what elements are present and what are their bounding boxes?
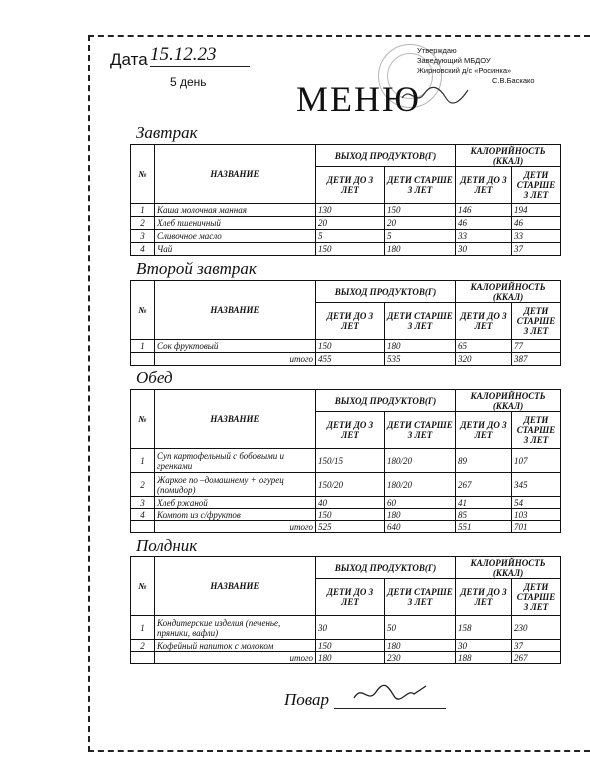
cell-cal-over3: 194 (512, 204, 561, 217)
cell-name: Чай (155, 243, 316, 256)
total-cal-under3: 551 (456, 521, 512, 533)
cell-out-under3: 30 (316, 616, 385, 640)
col-header-under3: ДЕТИ ДО 3 ЛЕТ (316, 303, 385, 340)
col-header-under3: ДЕТИ ДО 3 ЛЕТ (316, 412, 385, 449)
col-header-name: НАЗВАНИЕ (155, 557, 316, 616)
col-header-calories: КАЛОРИЙНОСТЬ (ККАЛ) (456, 557, 561, 579)
table-row (131, 449, 561, 473)
cell-cal-over3: 107 (512, 449, 561, 473)
cell-cal-over3: 37 (512, 640, 561, 652)
date-label: Дата (110, 50, 148, 69)
total-out-under3: 525 (316, 521, 385, 533)
col-header-under3: ДЕТИ ДО 3 ЛЕТ (456, 412, 512, 449)
table-row (131, 204, 561, 217)
cell-num: 4 (131, 243, 155, 256)
cell-cal-under3: 146 (456, 204, 512, 217)
cell-name: Суп картофельный с бобовыми и гренками (155, 449, 316, 473)
total-row (131, 353, 561, 366)
col-header-under3: ДЕТИ ДО 3 ЛЕТ (456, 303, 512, 340)
cell-num: 3 (131, 497, 155, 509)
col-header-under3: ДЕТИ ДО 3 ЛЕТ (316, 579, 385, 616)
total-cal-over3: 267 (512, 652, 561, 664)
cell-num: 1 (131, 204, 155, 217)
col-header-under3: ДЕТИ ДО 3 ЛЕТ (456, 579, 512, 616)
cell-cal-over3: 37 (512, 243, 561, 256)
col-header-over3: ДЕТИ СТАРШЕ 3 ЛЕТ (512, 303, 561, 340)
table-row (131, 230, 561, 243)
cell-cal-under3: 85 (456, 509, 512, 521)
approval-line-2: Заведующий МБДОУ (417, 56, 491, 65)
col-header-over3: ДЕТИ СТАРШЕ 3 ЛЕТ (385, 579, 456, 616)
col-header-num: № (131, 390, 155, 449)
total-out-under3: 455 (316, 353, 385, 366)
col-header-over3: ДЕТИ СТАРШЕ 3 ЛЕТ (385, 412, 456, 449)
page-title: МЕНЮ (296, 79, 421, 119)
cell-cal-under3: 30 (456, 640, 512, 652)
cell-name: Жаркое по –домашнему + огурец (помидор) (155, 473, 316, 497)
col-header-name: НАЗВАНИЕ (155, 145, 316, 204)
cell-out-under3: 150 (316, 340, 385, 353)
col-header-under3: ДЕТИ ДО 3 ЛЕТ (456, 167, 512, 204)
cell-cal-under3: 89 (456, 449, 512, 473)
total-label: итого (155, 652, 316, 664)
cell-cal-over3: 345 (512, 473, 561, 497)
cell-out-over3: 180 (385, 509, 456, 521)
col-header-output: ВЫХОД ПРОДУКТОВ(Г) (316, 145, 456, 167)
cell-cal-over3: 46 (512, 217, 561, 230)
cell-num: 2 (131, 217, 155, 230)
cell-out-over3: 150 (385, 204, 456, 217)
total-out-over3: 640 (385, 521, 456, 533)
cell-cal-over3: 54 (512, 497, 561, 509)
cell-name: Кофейный напиток с молоком (155, 640, 316, 652)
col-header-num: № (131, 557, 155, 616)
col-header-output: ВЫХОД ПРОДУКТОВ(Г) (316, 390, 456, 412)
total-out-under3: 180 (316, 652, 385, 664)
snack-table (130, 556, 561, 664)
section-title-lunch: Обед (136, 368, 173, 387)
col-header-calories: КАЛОРИЙНОСТЬ (ККАЛ) (456, 390, 561, 412)
cell-num: 3 (131, 230, 155, 243)
table-row (131, 640, 561, 652)
cook-signature-icon (350, 680, 430, 706)
cook-label: Повар (284, 690, 330, 709)
cell-name: Хлеб ржаной (155, 497, 316, 509)
total-label: итого (155, 521, 316, 533)
cell-out-under3: 150/20 (316, 473, 385, 497)
cell-out-over3: 180/20 (385, 473, 456, 497)
cell-cal-under3: 41 (456, 497, 512, 509)
cell-out-under3: 150/15 (316, 449, 385, 473)
total-cal-over3: 701 (512, 521, 561, 533)
cell-name: Сливочное масло (155, 230, 316, 243)
cell-out-under3: 5 (316, 230, 385, 243)
approval-line-3: Жирновский д/с «Росинка» (417, 66, 512, 75)
col-header-output: ВЫХОД ПРОДУКТОВ(Г) (316, 281, 456, 303)
col-header-over3: ДЕТИ СТАРШЕ 3 ЛЕТ (385, 303, 456, 340)
cell-num: 1 (131, 340, 155, 353)
total-cal-over3: 387 (512, 353, 561, 366)
cell-cal-under3: 46 (456, 217, 512, 230)
cell-cal-under3: 65 (456, 340, 512, 353)
cell-out-over3: 60 (385, 497, 456, 509)
table-row (131, 473, 561, 497)
cell-name: Хлеб пшеничный (155, 217, 316, 230)
cell-cal-under3: 33 (456, 230, 512, 243)
cell-out-under3: 150 (316, 243, 385, 256)
cell-out-over3: 180 (385, 640, 456, 652)
col-header-calories: КАЛОРИЙНОСТЬ (ККАЛ) (456, 145, 561, 167)
col-header-name: НАЗВАНИЕ (155, 390, 316, 449)
table-row (131, 497, 561, 509)
cell-out-under3: 40 (316, 497, 385, 509)
cell-cal-over3: 230 (512, 616, 561, 640)
section-title-breakfast: Завтрак (136, 123, 198, 142)
cell-cal-over3: 33 (512, 230, 561, 243)
cell-out-over3: 50 (385, 616, 456, 640)
col-header-under3: ДЕТИ ДО 3 ЛЕТ (316, 167, 385, 204)
col-header-num: № (131, 145, 155, 204)
cell-name: Каша молочная манная (155, 204, 316, 217)
cell-cal-under3: 30 (456, 243, 512, 256)
cell-out-under3: 150 (316, 640, 385, 652)
total-row (131, 652, 561, 664)
day-label: 5 день (170, 75, 207, 89)
cell-out-under3: 20 (316, 217, 385, 230)
cell-num: 2 (131, 640, 155, 652)
col-header-over3: ДЕТИ СТАРШЕ 3 ЛЕТ (512, 412, 561, 449)
total-cal-under3: 188 (456, 652, 512, 664)
cell-out-over3: 180 (385, 340, 456, 353)
cell-out-over3: 180 (385, 243, 456, 256)
cell-cal-over3: 103 (512, 509, 561, 521)
table-row (131, 616, 561, 640)
cell-num: 1 (131, 449, 155, 473)
total-out-over3: 535 (385, 353, 456, 366)
total-row (131, 521, 561, 533)
cell-out-under3: 150 (316, 509, 385, 521)
second-breakfast-table (130, 280, 561, 366)
cell-cal-over3: 77 (512, 340, 561, 353)
table-row (131, 217, 561, 230)
cell-num: 2 (131, 473, 155, 497)
col-header-over3: ДЕТИ СТАРШЕ 3 ЛЕТ (512, 579, 561, 616)
cell-cal-under3: 158 (456, 616, 512, 640)
lunch-table (130, 389, 561, 533)
cell-name: Сок фруктовый (155, 340, 316, 353)
total-label: итого (155, 353, 316, 366)
cell-out-over3: 180/20 (385, 449, 456, 473)
section-title-snack: Полдник (136, 536, 198, 555)
cell-num: 4 (131, 509, 155, 521)
cell-cal-under3: 267 (456, 473, 512, 497)
table-row (131, 243, 561, 256)
col-header-name: НАЗВАНИЕ (155, 281, 316, 340)
approval-line-1: Утверждаю (417, 46, 457, 55)
approval-block (417, 46, 547, 86)
total-out-over3: 230 (385, 652, 456, 664)
col-header-over3: ДЕТИ СТАРШЕ 3 ЛЕТ (385, 167, 456, 204)
total-cal-under3: 320 (456, 353, 512, 366)
section-title-second-breakfast: Второй завтрак (136, 259, 257, 278)
col-header-calories: КАЛОРИЙНОСТЬ (ККАЛ) (456, 281, 561, 303)
cell-out-over3: 5 (385, 230, 456, 243)
breakfast-table (130, 144, 561, 256)
table-row (131, 509, 561, 521)
approval-line-4: С.В.Баскако (492, 76, 535, 85)
col-header-num: № (131, 281, 155, 340)
cell-name: Компот из с/фруктов (155, 509, 316, 521)
table-row (131, 340, 561, 353)
cell-num: 1 (131, 616, 155, 640)
col-header-output: ВЫХОД ПРОДУКТОВ(Г) (316, 557, 456, 579)
cell-name: Кондитерские изделия (печенье, пряники, вафли) (155, 616, 316, 640)
col-header-over3: ДЕТИ СТАРШЕ 3 ЛЕТ (512, 167, 561, 204)
cell-out-under3: 130 (316, 204, 385, 217)
cell-out-over3: 20 (385, 217, 456, 230)
date-value: 15.12.23 (150, 44, 250, 67)
